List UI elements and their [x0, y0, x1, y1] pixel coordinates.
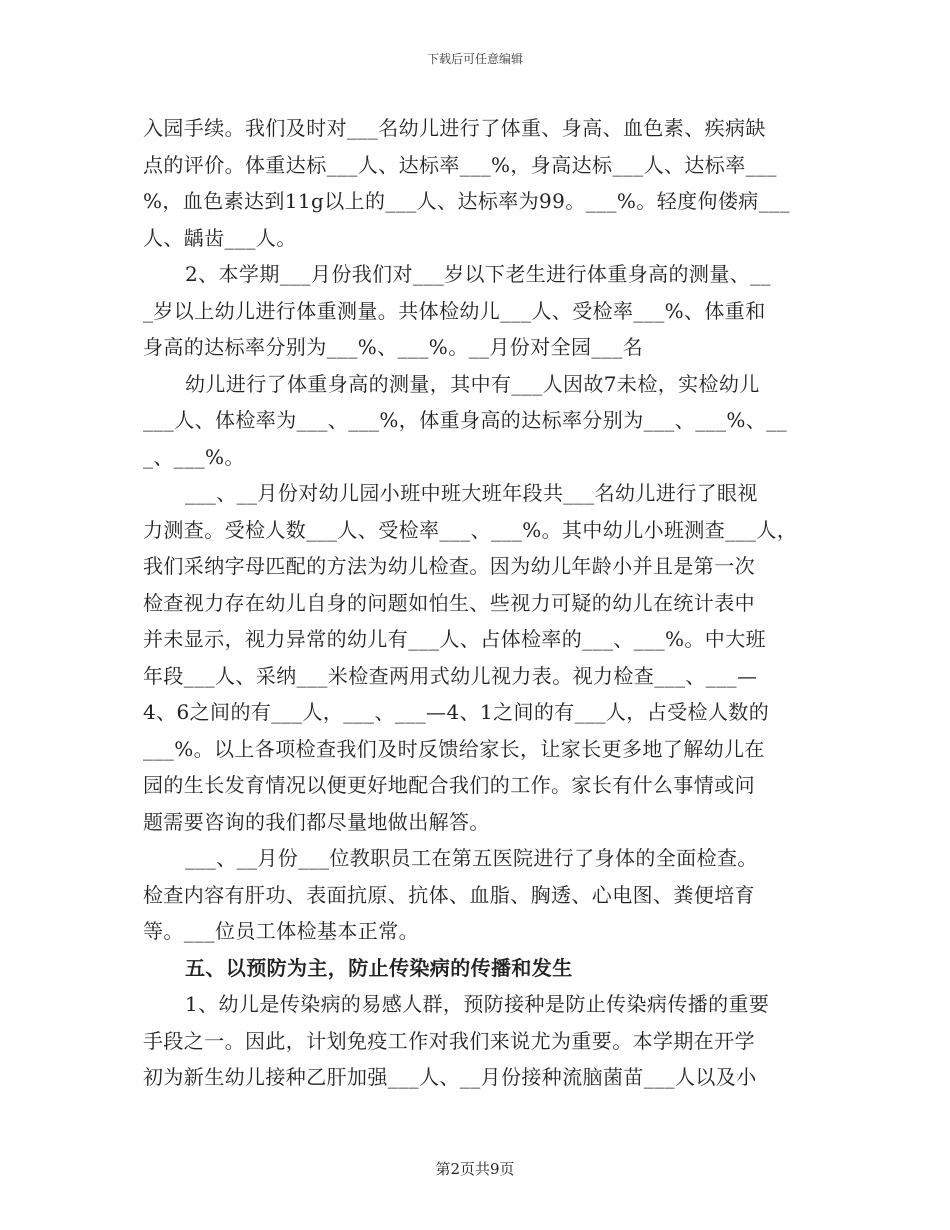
- paragraph: [143, 986, 811, 1096]
- text-line: 检查视力存在幼儿自身的问题如怕生、些视力可疑的幼儿在统计表中: [143, 590, 755, 615]
- text-line: 力测查。受检人数___人、受检率___、___%。其中幼儿小班测查___人，: [143, 517, 798, 542]
- text-line: 检查内容有肝功、表面抗原、抗体、血脂、胸透、心电图、粪便培育: [143, 882, 755, 907]
- text-line: ___、__月份对幼儿园小班中班大班年段共___名幼儿进行了眼视: [185, 481, 758, 505]
- text-line: 并未显示，视力异常的幼儿有___人、占体检率的___、___%。中大班: [143, 627, 767, 651]
- paragraph: [143, 366, 811, 476]
- paragraph: [143, 110, 811, 256]
- text-line: 4、6之间的有___人，___、___—4、1之间的有___人，占受检人数的: [143, 700, 770, 724]
- section-heading: [143, 950, 811, 987]
- text-line: 幼儿进行了体重身高的测量，其中有___人因故7未检，实检幼儿: [185, 371, 760, 396]
- page-footer: 第2页共9页: [435, 1160, 515, 1178]
- text-line: 五、以预防为主，防止传染病的传播和发生: [185, 955, 573, 980]
- text-line: 人、龋齿___人。: [143, 225, 297, 250]
- text-line: 园的生长发育情况以便更好地配合我们的工作。家长有什么事情或问: [143, 773, 755, 797]
- text-line: %，血色素达到11g以上的___人、达标率为99。___%。轻度佝偻病___: [143, 189, 790, 213]
- text-line: 年段___人、采纳___米检查两用式幼儿视力表。视力检查___、___—: [143, 663, 758, 688]
- text-line: ___%。以上各项检查我们及时反馈给家长，让家长更多地了解幼儿在: [143, 736, 765, 761]
- paragraph: [143, 475, 811, 840]
- text-line: 身高的达标率分别为___%、___%。__月份对全园___名: [143, 335, 644, 359]
- document-body: [143, 110, 811, 1096]
- text-line: 2、本学期___月份我们对___岁以下老生进行体重身高的测量、__: [185, 262, 771, 286]
- text-line: 手段之一。因此，计划免疫工作对我们来说尤为重要。本学期在开学: [143, 1028, 755, 1053]
- text-line: _、___%。: [143, 444, 245, 469]
- text-line: 我们采纳字母匹配的方法为幼儿检查。因为幼儿年龄小并且是第一次: [143, 554, 755, 578]
- paragraph: [143, 256, 811, 366]
- paragraph: [143, 840, 811, 950]
- text-line: 题需要咨询的我们都尽量地做出解答。: [143, 809, 490, 834]
- page-header: 下载后可任意编辑: [426, 52, 523, 66]
- text-line: 等。___位员工体检基本正常。: [143, 919, 419, 943]
- text-line: 1、幼儿是传染病的易感人群，预防接种是防止传染病传播的重要: [185, 992, 770, 1016]
- text-line: 初为新生幼儿接种乙肝加强___人、__月份接种流脑菌苗___人以及小: [143, 1065, 757, 1089]
- text-line: ___人、体检率为___、___%，体重身高的达标率分别为___、___%、__: [143, 408, 788, 432]
- text-line: _岁以上幼儿进行体重测量。共体检幼儿___人、受检率___%、体重和: [143, 298, 766, 323]
- text-line: 入园手续。我们及时对___名幼儿进行了体重、身高、血色素、疾病缺: [143, 116, 766, 140]
- text-line: 点的评价。体重达标___人、达标率___%，身高达标___人、达标率___: [143, 152, 777, 177]
- text-line: ___、__月份___位教职员工在第五医院进行了身体的全面检查。: [185, 846, 758, 870]
